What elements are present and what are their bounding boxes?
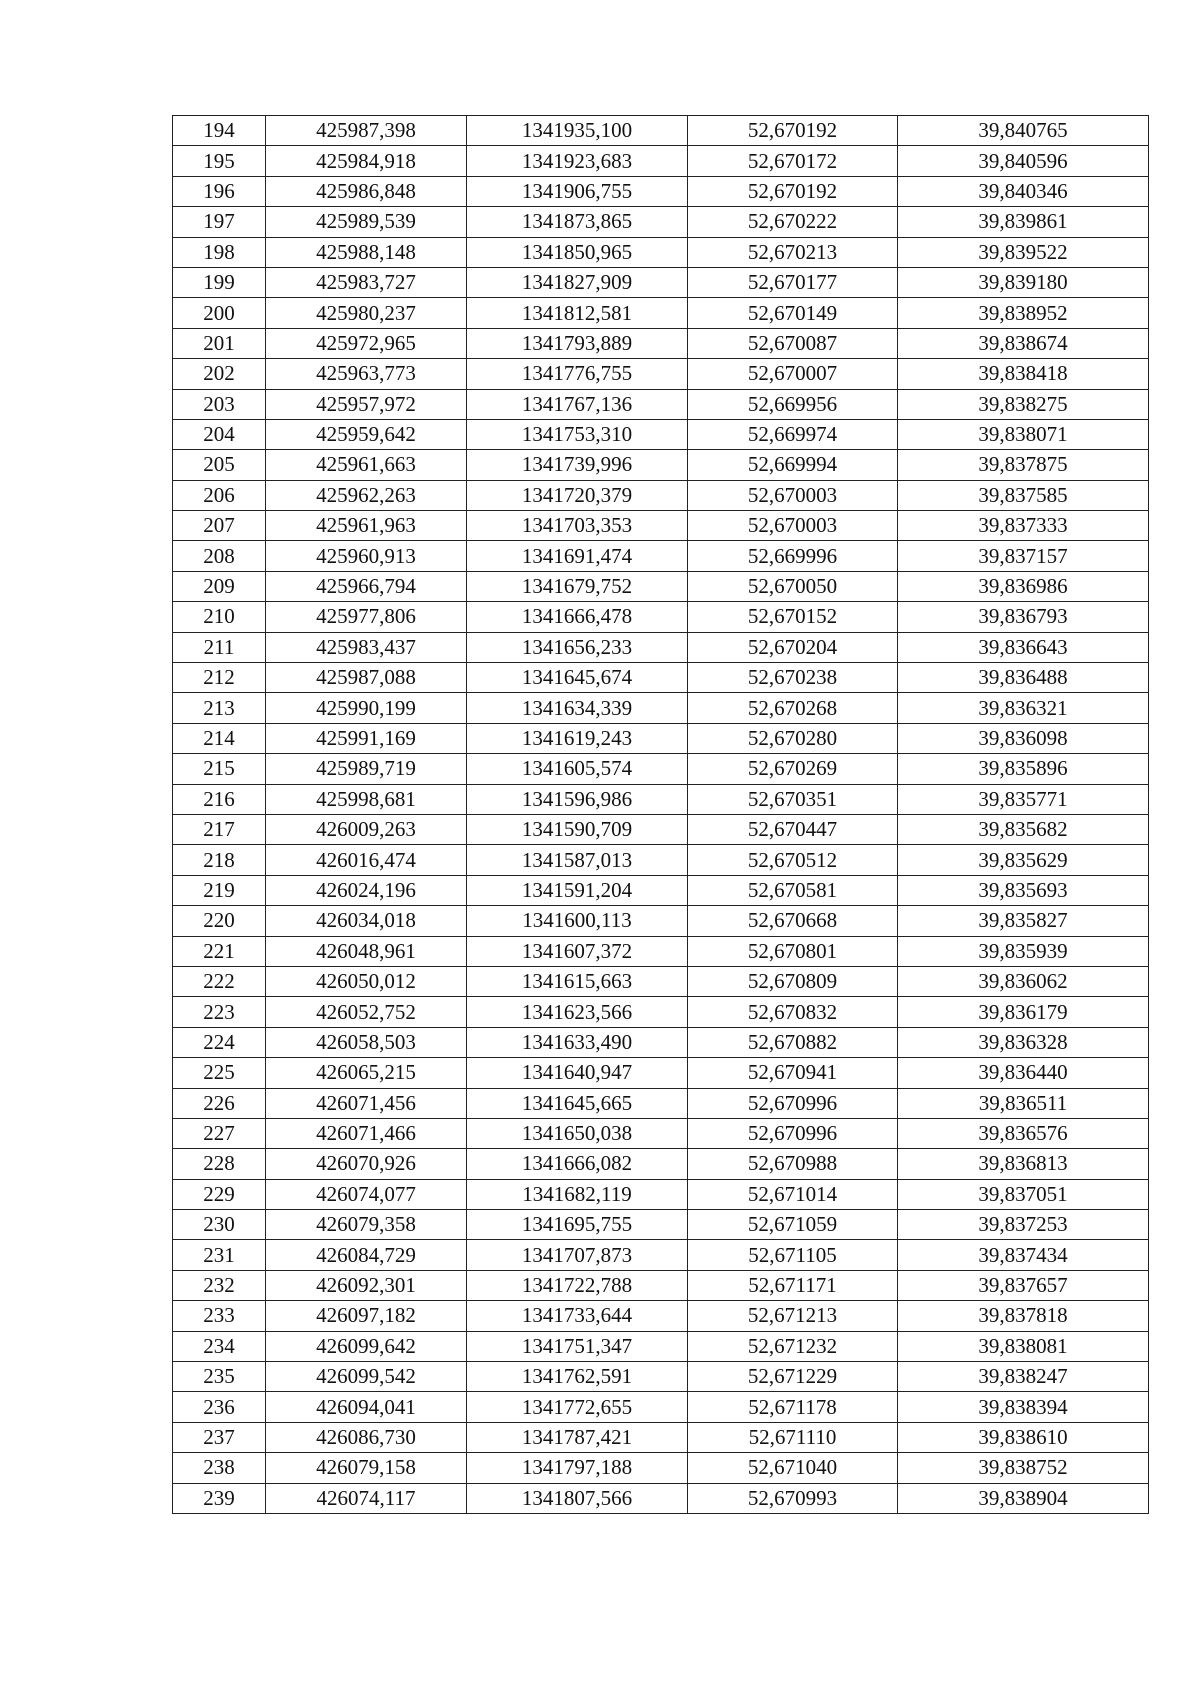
y-coordinate-cell: 1341722,788 [467, 1270, 688, 1300]
point-number-cell: 225 [173, 1058, 266, 1088]
y-coordinate-cell: 1341703,353 [467, 511, 688, 541]
longitude-cell: 39,836488 [898, 663, 1149, 693]
x-coordinate-cell: 425989,539 [266, 207, 467, 237]
x-coordinate-cell: 425998,681 [266, 784, 467, 814]
point-number-cell: 222 [173, 966, 266, 996]
point-number-cell: 208 [173, 541, 266, 571]
table-row [173, 754, 1149, 784]
latitude-cell: 52,671171 [688, 1270, 898, 1300]
table-row [173, 237, 1149, 267]
point-number-cell: 228 [173, 1149, 266, 1179]
point-number-cell: 218 [173, 845, 266, 875]
longitude-cell: 39,839180 [898, 267, 1149, 297]
point-number-cell: 202 [173, 359, 266, 389]
point-number-cell: 194 [173, 116, 266, 146]
longitude-cell: 39,836440 [898, 1058, 1149, 1088]
table-row [173, 541, 1149, 571]
x-coordinate-cell: 426016,474 [266, 845, 467, 875]
y-coordinate-cell: 1341733,644 [467, 1301, 688, 1331]
y-coordinate-cell: 1341720,379 [467, 480, 688, 510]
latitude-cell: 52,670213 [688, 237, 898, 267]
longitude-cell: 39,836576 [898, 1118, 1149, 1148]
y-coordinate-cell: 1341605,574 [467, 754, 688, 784]
latitude-cell: 52,669956 [688, 389, 898, 419]
table-row [173, 1270, 1149, 1300]
latitude-cell: 52,670269 [688, 754, 898, 784]
point-number-cell: 214 [173, 723, 266, 753]
x-coordinate-cell: 425980,237 [266, 298, 467, 328]
latitude-cell: 52,671105 [688, 1240, 898, 1270]
latitude-cell: 52,670832 [688, 997, 898, 1027]
longitude-cell: 39,836321 [898, 693, 1149, 723]
longitude-cell: 39,838610 [898, 1422, 1149, 1452]
y-coordinate-cell: 1341656,233 [467, 632, 688, 662]
longitude-cell: 39,835629 [898, 845, 1149, 875]
table-row [173, 419, 1149, 449]
x-coordinate-cell: 425966,794 [266, 571, 467, 601]
point-number-cell: 196 [173, 176, 266, 206]
longitude-cell: 39,836062 [898, 966, 1149, 996]
x-coordinate-cell: 425961,963 [266, 511, 467, 541]
x-coordinate-cell: 425960,913 [266, 541, 467, 571]
table-row [173, 511, 1149, 541]
latitude-cell: 52,670512 [688, 845, 898, 875]
y-coordinate-cell: 1341767,136 [467, 389, 688, 419]
point-number-cell: 205 [173, 450, 266, 480]
point-number-cell: 204 [173, 419, 266, 449]
table-row [173, 571, 1149, 601]
latitude-cell: 52,670050 [688, 571, 898, 601]
table-row [173, 450, 1149, 480]
point-number-cell: 211 [173, 632, 266, 662]
table-row [173, 1210, 1149, 1240]
point-number-cell: 232 [173, 1270, 266, 1300]
point-number-cell: 233 [173, 1301, 266, 1331]
latitude-cell: 52,670447 [688, 814, 898, 844]
y-coordinate-cell: 1341739,996 [467, 450, 688, 480]
latitude-cell: 52,670222 [688, 207, 898, 237]
y-coordinate-cell: 1341645,665 [467, 1088, 688, 1118]
longitude-cell: 39,835771 [898, 784, 1149, 814]
latitude-cell: 52,670007 [688, 359, 898, 389]
x-coordinate-cell: 426070,926 [266, 1149, 467, 1179]
latitude-cell: 52,670668 [688, 906, 898, 936]
latitude-cell: 52,670172 [688, 146, 898, 176]
point-number-cell: 230 [173, 1210, 266, 1240]
y-coordinate-cell: 1341682,119 [467, 1179, 688, 1209]
point-number-cell: 209 [173, 571, 266, 601]
x-coordinate-cell: 425983,727 [266, 267, 467, 297]
table-row [173, 784, 1149, 814]
y-coordinate-cell: 1341787,421 [467, 1422, 688, 1452]
x-coordinate-cell: 426099,642 [266, 1331, 467, 1361]
latitude-cell: 52,670192 [688, 176, 898, 206]
latitude-cell: 52,670177 [688, 267, 898, 297]
longitude-cell: 39,835939 [898, 936, 1149, 966]
y-coordinate-cell: 1341615,663 [467, 966, 688, 996]
table-row [173, 1362, 1149, 1392]
table-row [173, 1301, 1149, 1331]
table-row [173, 723, 1149, 753]
longitude-cell: 39,837253 [898, 1210, 1149, 1240]
x-coordinate-cell: 426099,542 [266, 1362, 467, 1392]
latitude-cell: 52,670204 [688, 632, 898, 662]
latitude-cell: 52,670941 [688, 1058, 898, 1088]
latitude-cell: 52,669994 [688, 450, 898, 480]
x-coordinate-cell: 426048,961 [266, 936, 467, 966]
latitude-cell: 52,671040 [688, 1453, 898, 1483]
table-row [173, 1058, 1149, 1088]
x-coordinate-cell: 425962,263 [266, 480, 467, 510]
y-coordinate-cell: 1341807,566 [467, 1483, 688, 1513]
longitude-cell: 39,837818 [898, 1301, 1149, 1331]
y-coordinate-cell: 1341634,339 [467, 693, 688, 723]
y-coordinate-cell: 1341797,188 [467, 1453, 688, 1483]
point-number-cell: 220 [173, 906, 266, 936]
x-coordinate-cell: 426084,729 [266, 1240, 467, 1270]
y-coordinate-cell: 1341812,581 [467, 298, 688, 328]
point-number-cell: 229 [173, 1179, 266, 1209]
point-number-cell: 224 [173, 1027, 266, 1057]
x-coordinate-cell: 426024,196 [266, 875, 467, 905]
longitude-cell: 39,836986 [898, 571, 1149, 601]
x-coordinate-cell: 425991,169 [266, 723, 467, 753]
point-number-cell: 234 [173, 1331, 266, 1361]
latitude-cell: 52,670003 [688, 480, 898, 510]
y-coordinate-cell: 1341619,243 [467, 723, 688, 753]
latitude-cell: 52,669974 [688, 419, 898, 449]
longitude-cell: 39,839861 [898, 207, 1149, 237]
table-row [173, 267, 1149, 297]
point-number-cell: 210 [173, 602, 266, 632]
latitude-cell: 52,670238 [688, 663, 898, 693]
longitude-cell: 39,837875 [898, 450, 1149, 480]
coordinates-table-body [173, 116, 1149, 1514]
x-coordinate-cell: 425972,965 [266, 328, 467, 358]
longitude-cell: 39,837333 [898, 511, 1149, 541]
table-row [173, 906, 1149, 936]
x-coordinate-cell: 425963,773 [266, 359, 467, 389]
latitude-cell: 52,670003 [688, 511, 898, 541]
table-row [173, 663, 1149, 693]
y-coordinate-cell: 1341776,755 [467, 359, 688, 389]
latitude-cell: 52,671014 [688, 1179, 898, 1209]
longitude-cell: 39,836643 [898, 632, 1149, 662]
x-coordinate-cell: 426052,752 [266, 997, 467, 1027]
y-coordinate-cell: 1341679,752 [467, 571, 688, 601]
point-number-cell: 236 [173, 1392, 266, 1422]
table-row [173, 1392, 1149, 1422]
latitude-cell: 52,670801 [688, 936, 898, 966]
point-number-cell: 199 [173, 267, 266, 297]
y-coordinate-cell: 1341587,013 [467, 845, 688, 875]
longitude-cell: 39,836793 [898, 602, 1149, 632]
point-number-cell: 207 [173, 511, 266, 541]
latitude-cell: 52,671232 [688, 1331, 898, 1361]
longitude-cell: 39,835682 [898, 814, 1149, 844]
table-row [173, 602, 1149, 632]
longitude-cell: 39,840596 [898, 146, 1149, 176]
table-row [173, 1149, 1149, 1179]
point-number-cell: 217 [173, 814, 266, 844]
latitude-cell: 52,670149 [688, 298, 898, 328]
y-coordinate-cell: 1341707,873 [467, 1240, 688, 1270]
point-number-cell: 226 [173, 1088, 266, 1118]
point-number-cell: 216 [173, 784, 266, 814]
longitude-cell: 39,839522 [898, 237, 1149, 267]
y-coordinate-cell: 1341873,865 [467, 207, 688, 237]
y-coordinate-cell: 1341666,478 [467, 602, 688, 632]
x-coordinate-cell: 426034,018 [266, 906, 467, 936]
x-coordinate-cell: 426065,215 [266, 1058, 467, 1088]
point-number-cell: 215 [173, 754, 266, 784]
point-number-cell: 231 [173, 1240, 266, 1270]
point-number-cell: 227 [173, 1118, 266, 1148]
latitude-cell: 52,670809 [688, 966, 898, 996]
table-row [173, 389, 1149, 419]
table-row [173, 1088, 1149, 1118]
point-number-cell: 201 [173, 328, 266, 358]
y-coordinate-cell: 1341935,100 [467, 116, 688, 146]
table-row [173, 875, 1149, 905]
table-row [173, 359, 1149, 389]
x-coordinate-cell: 426071,456 [266, 1088, 467, 1118]
table-row [173, 146, 1149, 176]
latitude-cell: 52,670087 [688, 328, 898, 358]
table-row [173, 176, 1149, 206]
point-number-cell: 219 [173, 875, 266, 905]
x-coordinate-cell: 426071,466 [266, 1118, 467, 1148]
longitude-cell: 39,837434 [898, 1240, 1149, 1270]
y-coordinate-cell: 1341753,310 [467, 419, 688, 449]
x-coordinate-cell: 425984,918 [266, 146, 467, 176]
longitude-cell: 39,838752 [898, 1453, 1149, 1483]
latitude-cell: 52,670268 [688, 693, 898, 723]
longitude-cell: 39,836813 [898, 1149, 1149, 1179]
x-coordinate-cell: 426009,263 [266, 814, 467, 844]
y-coordinate-cell: 1341590,709 [467, 814, 688, 844]
point-number-cell: 206 [173, 480, 266, 510]
x-coordinate-cell: 426058,503 [266, 1027, 467, 1057]
point-number-cell: 195 [173, 146, 266, 176]
y-coordinate-cell: 1341650,038 [467, 1118, 688, 1148]
point-number-cell: 203 [173, 389, 266, 419]
y-coordinate-cell: 1341827,909 [467, 267, 688, 297]
table-row [173, 116, 1149, 146]
longitude-cell: 39,836328 [898, 1027, 1149, 1057]
latitude-cell: 52,670996 [688, 1118, 898, 1148]
latitude-cell: 52,671059 [688, 1210, 898, 1240]
y-coordinate-cell: 1341906,755 [467, 176, 688, 206]
longitude-cell: 39,838247 [898, 1362, 1149, 1392]
table-row [173, 814, 1149, 844]
longitude-cell: 39,837157 [898, 541, 1149, 571]
table-row [173, 298, 1149, 328]
table-row [173, 1027, 1149, 1057]
y-coordinate-cell: 1341762,591 [467, 1362, 688, 1392]
x-coordinate-cell: 425986,848 [266, 176, 467, 206]
x-coordinate-cell: 425983,437 [266, 632, 467, 662]
table-row [173, 328, 1149, 358]
x-coordinate-cell: 425957,972 [266, 389, 467, 419]
point-number-cell: 197 [173, 207, 266, 237]
point-number-cell: 198 [173, 237, 266, 267]
x-coordinate-cell: 426086,730 [266, 1422, 467, 1452]
y-coordinate-cell: 1341600,113 [467, 906, 688, 936]
y-coordinate-cell: 1341793,889 [467, 328, 688, 358]
latitude-cell: 52,669996 [688, 541, 898, 571]
y-coordinate-cell: 1341591,204 [467, 875, 688, 905]
table-row [173, 1483, 1149, 1513]
y-coordinate-cell: 1341633,490 [467, 1027, 688, 1057]
table-row [173, 1240, 1149, 1270]
longitude-cell: 39,838904 [898, 1483, 1149, 1513]
point-number-cell: 221 [173, 936, 266, 966]
x-coordinate-cell: 425988,148 [266, 237, 467, 267]
y-coordinate-cell: 1341850,965 [467, 237, 688, 267]
x-coordinate-cell: 425959,642 [266, 419, 467, 449]
longitude-cell: 39,837585 [898, 480, 1149, 510]
point-number-cell: 235 [173, 1362, 266, 1392]
longitude-cell: 39,835896 [898, 754, 1149, 784]
y-coordinate-cell: 1341691,474 [467, 541, 688, 571]
x-coordinate-cell: 425987,088 [266, 663, 467, 693]
point-number-cell: 238 [173, 1453, 266, 1483]
longitude-cell: 39,838071 [898, 419, 1149, 449]
table-row [173, 997, 1149, 1027]
x-coordinate-cell: 426092,301 [266, 1270, 467, 1300]
table-row [173, 966, 1149, 996]
x-coordinate-cell: 426050,012 [266, 966, 467, 996]
longitude-cell: 39,840346 [898, 176, 1149, 206]
x-coordinate-cell: 426094,041 [266, 1392, 467, 1422]
y-coordinate-cell: 1341751,347 [467, 1331, 688, 1361]
point-number-cell: 223 [173, 997, 266, 1027]
longitude-cell: 39,838275 [898, 389, 1149, 419]
latitude-cell: 52,670581 [688, 875, 898, 905]
longitude-cell: 39,838394 [898, 1392, 1149, 1422]
point-number-cell: 213 [173, 693, 266, 723]
table-row [173, 936, 1149, 966]
longitude-cell: 39,836511 [898, 1088, 1149, 1118]
latitude-cell: 52,670351 [688, 784, 898, 814]
x-coordinate-cell: 426079,158 [266, 1453, 467, 1483]
x-coordinate-cell: 426074,077 [266, 1179, 467, 1209]
point-number-cell: 237 [173, 1422, 266, 1452]
table-row [173, 1453, 1149, 1483]
y-coordinate-cell: 1341596,986 [467, 784, 688, 814]
latitude-cell: 52,670192 [688, 116, 898, 146]
latitude-cell: 52,670988 [688, 1149, 898, 1179]
table-row [173, 693, 1149, 723]
x-coordinate-cell: 426097,182 [266, 1301, 467, 1331]
x-coordinate-cell: 425989,719 [266, 754, 467, 784]
y-coordinate-cell: 1341607,372 [467, 936, 688, 966]
y-coordinate-cell: 1341640,947 [467, 1058, 688, 1088]
table-row [173, 1422, 1149, 1452]
latitude-cell: 52,670996 [688, 1088, 898, 1118]
longitude-cell: 39,838674 [898, 328, 1149, 358]
latitude-cell: 52,670152 [688, 602, 898, 632]
latitude-cell: 52,671178 [688, 1392, 898, 1422]
point-number-cell: 212 [173, 663, 266, 693]
longitude-cell: 39,836098 [898, 723, 1149, 753]
table-row [173, 632, 1149, 662]
longitude-cell: 39,838418 [898, 359, 1149, 389]
longitude-cell: 39,840765 [898, 116, 1149, 146]
x-coordinate-cell: 425987,398 [266, 116, 467, 146]
x-coordinate-cell: 425990,199 [266, 693, 467, 723]
x-coordinate-cell: 425977,806 [266, 602, 467, 632]
y-coordinate-cell: 1341645,674 [467, 663, 688, 693]
point-number-cell: 239 [173, 1483, 266, 1513]
x-coordinate-cell: 425961,663 [266, 450, 467, 480]
latitude-cell: 52,670882 [688, 1027, 898, 1057]
table-row [173, 1179, 1149, 1209]
latitude-cell: 52,671213 [688, 1301, 898, 1331]
y-coordinate-cell: 1341623,566 [467, 997, 688, 1027]
longitude-cell: 39,838081 [898, 1331, 1149, 1361]
table-row [173, 1331, 1149, 1361]
coordinates-table [172, 115, 1149, 1514]
latitude-cell: 52,670993 [688, 1483, 898, 1513]
y-coordinate-cell: 1341666,082 [467, 1149, 688, 1179]
point-number-cell: 200 [173, 298, 266, 328]
longitude-cell: 39,836179 [898, 997, 1149, 1027]
latitude-cell: 52,671110 [688, 1422, 898, 1452]
y-coordinate-cell: 1341695,755 [467, 1210, 688, 1240]
longitude-cell: 39,837051 [898, 1179, 1149, 1209]
x-coordinate-cell: 426074,117 [266, 1483, 467, 1513]
y-coordinate-cell: 1341772,655 [467, 1392, 688, 1422]
x-coordinate-cell: 426079,358 [266, 1210, 467, 1240]
table-row [173, 207, 1149, 237]
longitude-cell: 39,835693 [898, 875, 1149, 905]
table-row [173, 1118, 1149, 1148]
longitude-cell: 39,835827 [898, 906, 1149, 936]
latitude-cell: 52,671229 [688, 1362, 898, 1392]
longitude-cell: 39,837657 [898, 1270, 1149, 1300]
latitude-cell: 52,670280 [688, 723, 898, 753]
table-row [173, 480, 1149, 510]
longitude-cell: 39,838952 [898, 298, 1149, 328]
table-row [173, 845, 1149, 875]
y-coordinate-cell: 1341923,683 [467, 146, 688, 176]
